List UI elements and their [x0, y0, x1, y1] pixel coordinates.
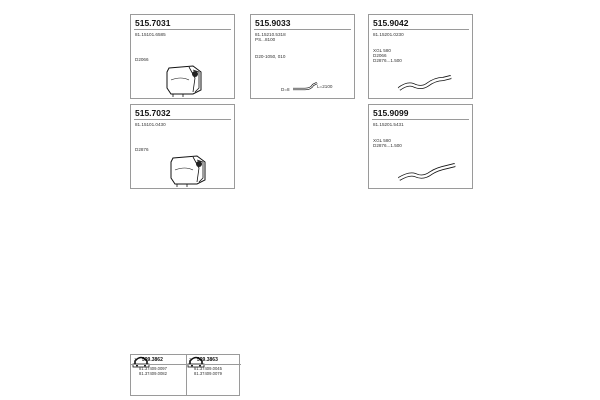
part-number: 515.9099	[373, 108, 409, 118]
part-number: 515.7031	[135, 18, 171, 28]
part-card-515-9099[interactable]	[368, 104, 473, 189]
engine-note: D2066	[373, 53, 387, 58]
reference-number: 81.37409.0079	[194, 371, 222, 376]
engine-note: XGL 580	[373, 138, 391, 143]
part-card-515-7032[interactable]	[130, 104, 235, 189]
reference-number: 81.37409.0097	[139, 366, 167, 371]
part-number: 515.9042	[373, 18, 409, 28]
engine-note: XGL 580	[373, 48, 391, 53]
divider	[372, 119, 469, 120]
part-number: 515.9033	[255, 18, 291, 28]
clamp-index: 1	[134, 357, 137, 362]
clamp-table	[130, 354, 240, 396]
clamp-part-number: 599.3863	[197, 356, 218, 363]
engine-note: D2876...1.500	[373, 58, 402, 63]
part-card-515-9033[interactable]	[250, 14, 355, 99]
clamp-header	[131, 355, 186, 365]
divider	[372, 29, 469, 30]
clamp-index: 2	[189, 357, 192, 362]
reference-number: 81.37409.0045	[194, 366, 222, 371]
pipe-image	[397, 161, 457, 185]
engine-note: D20-1050, 010	[255, 54, 286, 59]
reference-number: 81.15101.0430	[135, 122, 166, 127]
divider	[134, 119, 231, 120]
divider	[134, 29, 231, 30]
muffler-image	[167, 152, 211, 188]
part-number: 515.7032	[135, 108, 171, 118]
engine-note: D2876	[135, 147, 149, 152]
muffler-image	[163, 62, 207, 98]
part-card-515-9042[interactable]	[368, 14, 473, 99]
pipe-image	[291, 79, 321, 95]
clamp-cell-599-3863[interactable]	[186, 355, 241, 395]
reference-number: 81.15201.0230	[373, 32, 404, 37]
reference-number-2: PS...8100	[255, 37, 276, 42]
reference-number: 81.15210.5318	[255, 32, 286, 37]
clamp-header	[186, 355, 241, 365]
dimension-label: L=2100	[317, 84, 333, 89]
reference-number: 81.15101.6585	[135, 32, 166, 37]
part-card-515-7031[interactable]	[130, 14, 235, 99]
engine-note: D2876...1.500	[373, 143, 402, 148]
divider	[254, 29, 351, 30]
pipe-image	[397, 73, 453, 95]
dimension-label: D=8	[281, 87, 290, 92]
reference-number: 81.15201.5431	[373, 122, 404, 127]
engine-note: D2066	[135, 57, 149, 62]
clamp-part-number: 599.3862	[142, 356, 163, 363]
reference-number: 81.37409.0082	[139, 371, 167, 376]
clamp-cell-599-3862[interactable]	[131, 355, 186, 395]
